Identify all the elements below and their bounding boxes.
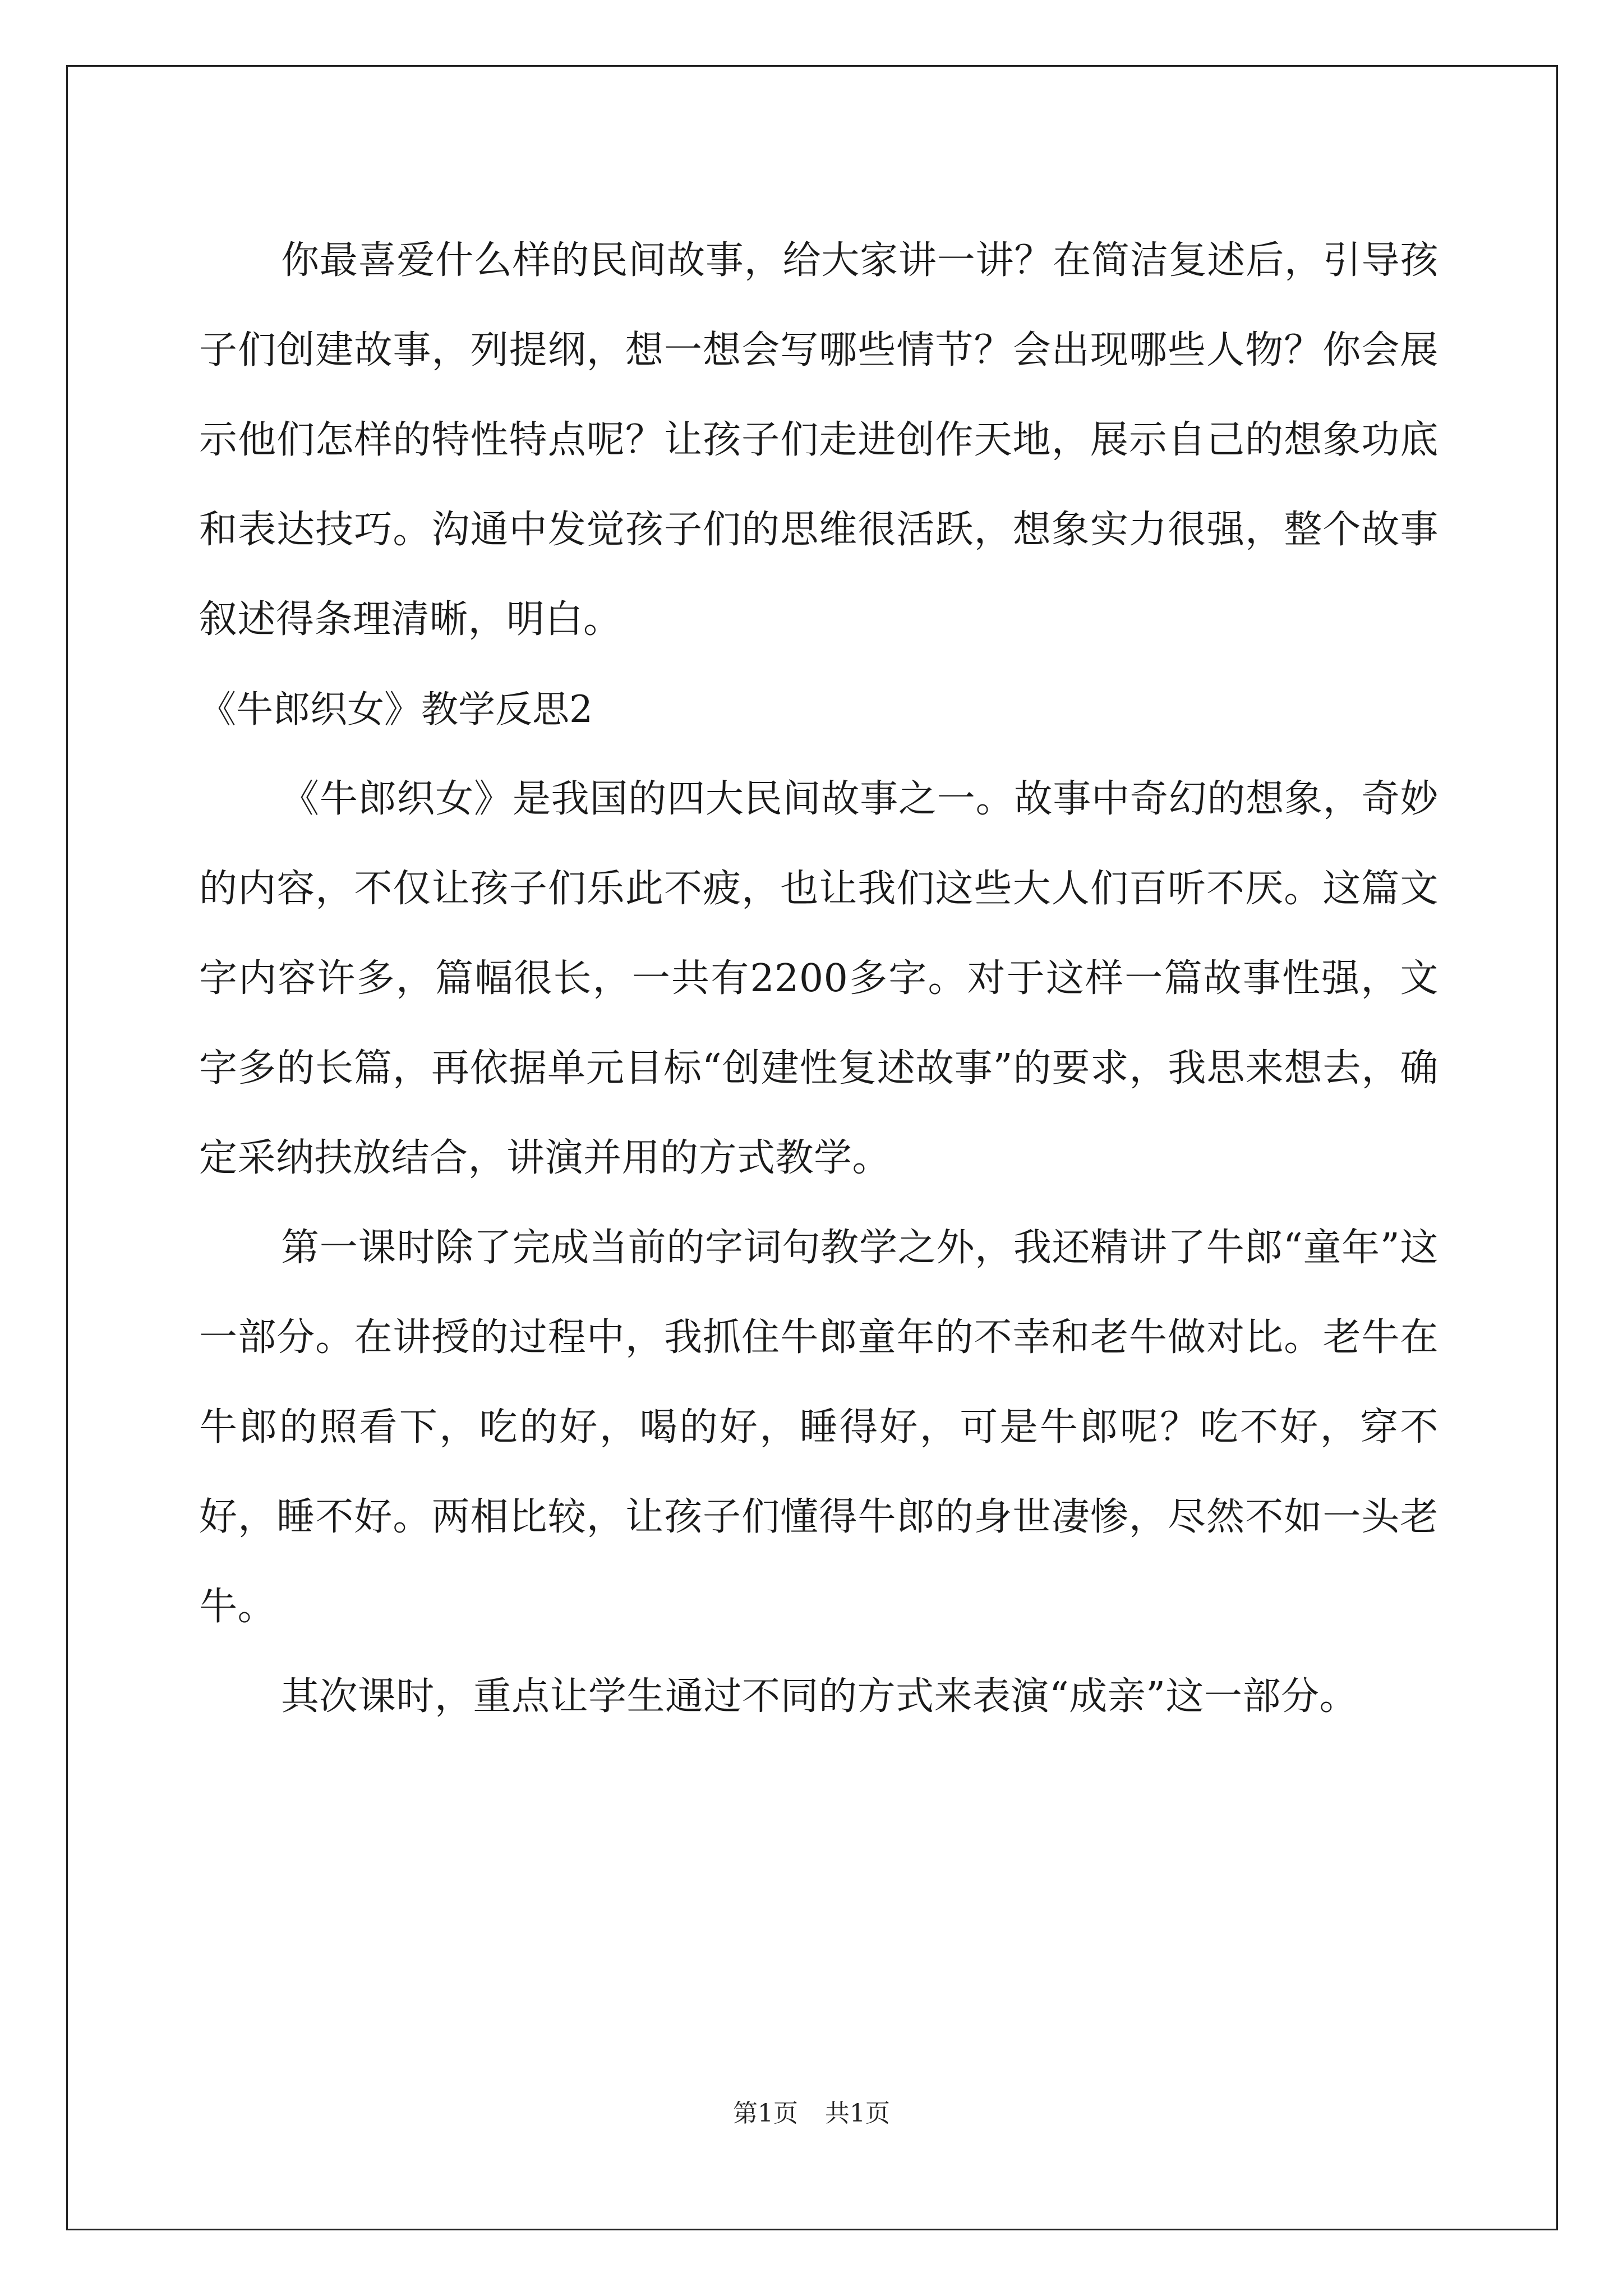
document-body xyxy=(199,216,1438,1742)
page-number-current: 第1页 xyxy=(733,2099,798,2128)
paragraph-overview: 《牛郎织女》是我国的四大民间故事之一。故事中奇幻的想象，奇妙的内容，不仅让孩子们乐此不疲，也让我们这些大人们百听不厌。这篇文字内容许多，篇幅很长，一共有2200多字。对于这样一篇故事性强，文字多的长篇，再依据单元目标“创建性复述故事”的要求，我思来想去，确定采纳扶放结合，讲演并用的方式教学。 xyxy=(199,777,1438,1180)
paragraph-intro-story: 你最喜爱什么样的民间故事，给大家讲一讲？在简洁复述后，引导孩子们创建故事，列提纲，想一想会写哪些情节？会出现哪些人物？你会展示他们怎样的特性特点呢？让孩子们走进创作天地，展示自己的想象功底和表达技巧。沟通中发觉孩子们的思维很活跃，想象实力很强，整个故事叙述得条理清晰，明白。 xyxy=(199,238,1438,642)
paragraph-second-lesson: 其次课时，重点让学生通过不同的方式来表演“成亲”这一部分。 xyxy=(281,1674,1358,1719)
page-footer xyxy=(0,2097,1623,2131)
paragraph-first-lesson: 第一课时除了完成当前的字词句教学之外，我还精讲了牛郎“童年”这一部分。在讲授的过程中，我抓住牛郎童年的不幸和老牛做对比。老牛在牛郎的照看下，吃的好，喝的好，睡得好，可是牛郎呢？吃不好，穿不好，睡不好。两相比较，让孩子们懂得牛郎的身世凄惨，尽然不如一头老牛。 xyxy=(199,1226,1438,1629)
section-heading: 《牛郎织女》教学反思2 xyxy=(199,688,593,731)
page-number-total: 共1页 xyxy=(825,2099,890,2128)
